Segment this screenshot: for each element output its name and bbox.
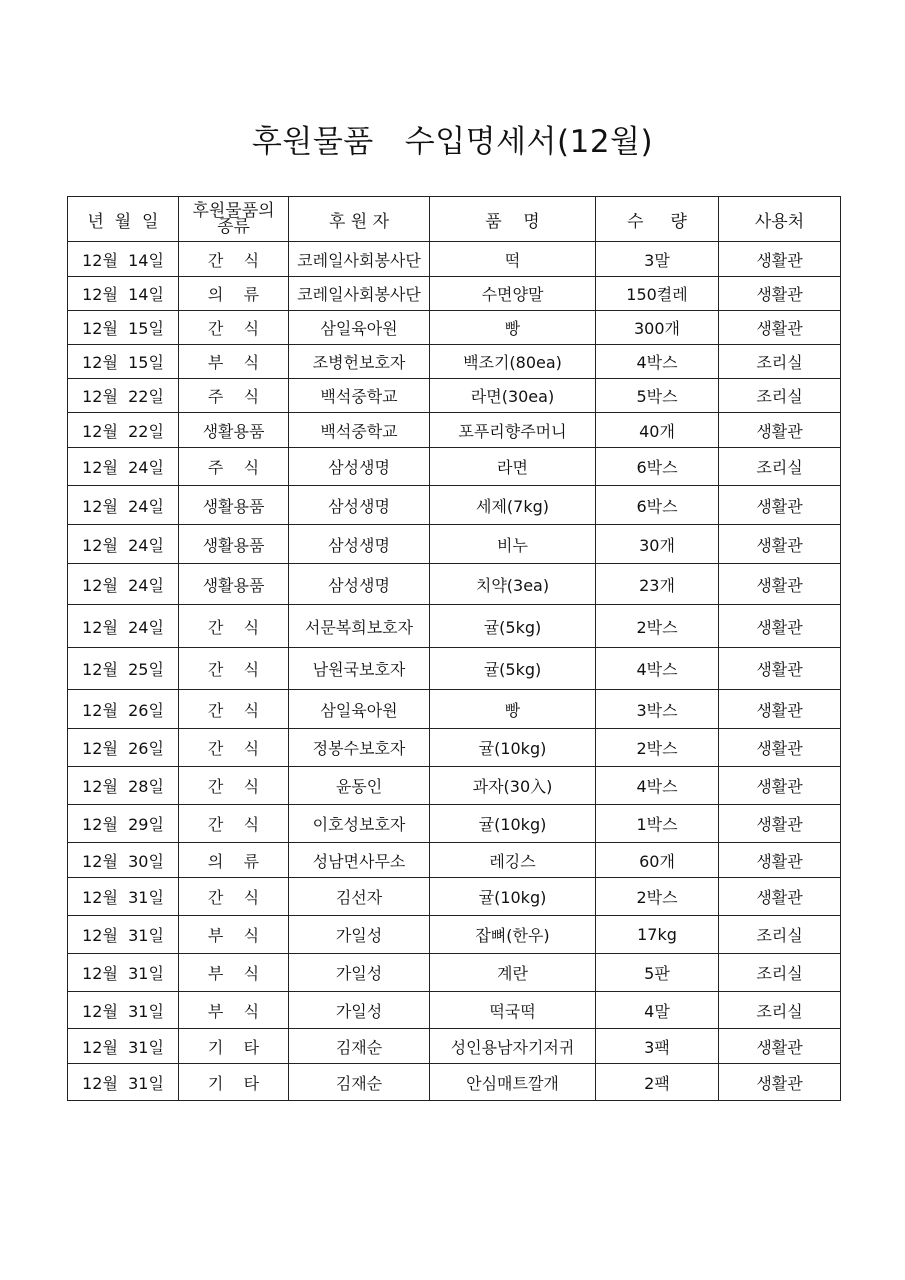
table-row bbox=[68, 992, 841, 1029]
cell-donor: 삼성생명 bbox=[289, 448, 430, 486]
header-qty: 수 량 bbox=[596, 197, 719, 242]
cell-item: 귤(5kg) bbox=[430, 648, 596, 690]
cell-date: 12월 24일 bbox=[68, 564, 179, 605]
table-row bbox=[68, 413, 841, 448]
cell-date: 12월 24일 bbox=[68, 486, 179, 525]
cell-item: 떡 bbox=[430, 242, 596, 277]
cell-kind: 생활용품 bbox=[179, 564, 289, 605]
cell-item: 라면(30ea) bbox=[430, 379, 596, 413]
cell-date: 12월 22일 bbox=[68, 379, 179, 413]
cell-item: 치약(3ea) bbox=[430, 564, 596, 605]
cell-donor: 삼성생명 bbox=[289, 525, 430, 564]
cell-donor: 김재순 bbox=[289, 1064, 430, 1101]
cell-kind: 생활용품 bbox=[179, 413, 289, 448]
cell-use: 생활관 bbox=[719, 277, 841, 311]
cell-donor: 삼성생명 bbox=[289, 564, 430, 605]
cell-use: 생활관 bbox=[719, 648, 841, 690]
cell-date: 12월 31일 bbox=[68, 992, 179, 1029]
header-kind bbox=[179, 197, 289, 242]
cell-date: 12월 31일 bbox=[68, 954, 179, 992]
cell-qty: 3박스 bbox=[596, 690, 719, 729]
table-row bbox=[68, 729, 841, 767]
cell-use: 생활관 bbox=[719, 311, 841, 345]
cell-qty: 4말 bbox=[596, 992, 719, 1029]
cell-item: 귤(10kg) bbox=[430, 729, 596, 767]
table-row bbox=[68, 448, 841, 486]
cell-use: 생활관 bbox=[719, 605, 841, 648]
table-row bbox=[68, 242, 841, 277]
cell-kind: 간 식 bbox=[179, 878, 289, 916]
cell-use: 조리실 bbox=[719, 345, 841, 379]
cell-use: 생활관 bbox=[719, 843, 841, 878]
cell-item: 성인용남자기저귀 bbox=[430, 1029, 596, 1064]
cell-donor: 김재순 bbox=[289, 1029, 430, 1064]
cell-date: 12월 31일 bbox=[68, 1029, 179, 1064]
cell-item: 라면 bbox=[430, 448, 596, 486]
cell-donor: 김선자 bbox=[289, 878, 430, 916]
cell-item: 비누 bbox=[430, 525, 596, 564]
cell-qty: 2박스 bbox=[596, 605, 719, 648]
cell-kind: 기 타 bbox=[179, 1029, 289, 1064]
cell-item: 빵 bbox=[430, 311, 596, 345]
cell-item: 수면양말 bbox=[430, 277, 596, 311]
cell-date: 12월 24일 bbox=[68, 448, 179, 486]
cell-kind: 부 식 bbox=[179, 992, 289, 1029]
cell-qty: 40개 bbox=[596, 413, 719, 448]
cell-item: 빵 bbox=[430, 690, 596, 729]
table-row bbox=[68, 564, 841, 605]
cell-donor: 정봉수보호자 bbox=[289, 729, 430, 767]
cell-item: 과자(30入) bbox=[430, 767, 596, 805]
table-body bbox=[68, 242, 841, 1101]
cell-qty: 6박스 bbox=[596, 448, 719, 486]
cell-use: 생활관 bbox=[719, 878, 841, 916]
cell-donor: 백석중학교 bbox=[289, 413, 430, 448]
cell-donor: 남원국보호자 bbox=[289, 648, 430, 690]
cell-kind: 간 식 bbox=[179, 648, 289, 690]
cell-use: 생활관 bbox=[719, 413, 841, 448]
cell-use: 생활관 bbox=[719, 486, 841, 525]
cell-item: 잡뼈(한우) bbox=[430, 916, 596, 954]
cell-item: 귤(10kg) bbox=[430, 805, 596, 843]
cell-kind: 주 식 bbox=[179, 448, 289, 486]
table-row bbox=[68, 767, 841, 805]
header-use: 사용처 bbox=[719, 197, 841, 242]
cell-kind: 부 식 bbox=[179, 954, 289, 992]
cell-qty: 60개 bbox=[596, 843, 719, 878]
table-row bbox=[68, 690, 841, 729]
cell-date: 12월 28일 bbox=[68, 767, 179, 805]
cell-kind: 간 식 bbox=[179, 805, 289, 843]
cell-donor: 가일성 bbox=[289, 992, 430, 1029]
cell-qty: 23개 bbox=[596, 564, 719, 605]
table-row bbox=[68, 311, 841, 345]
cell-qty: 30개 bbox=[596, 525, 719, 564]
cell-donor: 코레일사회봉사단 bbox=[289, 277, 430, 311]
table-row bbox=[68, 277, 841, 311]
page-title: 후원물품 수입명세서(12월) bbox=[251, 124, 654, 160]
cell-donor: 조병헌보호자 bbox=[289, 345, 430, 379]
cell-donor: 윤동인 bbox=[289, 767, 430, 805]
cell-date: 12월 22일 bbox=[68, 413, 179, 448]
table-row bbox=[68, 486, 841, 525]
cell-use: 조리실 bbox=[719, 954, 841, 992]
cell-donor: 삼일육아원 bbox=[289, 311, 430, 345]
cell-date: 12월 31일 bbox=[68, 916, 179, 954]
cell-use: 생활관 bbox=[719, 525, 841, 564]
cell-use: 조리실 bbox=[719, 916, 841, 954]
cell-qty: 4박스 bbox=[596, 345, 719, 379]
cell-qty: 3말 bbox=[596, 242, 719, 277]
cell-use: 조리실 bbox=[719, 448, 841, 486]
cell-date: 12월 31일 bbox=[68, 1064, 179, 1101]
cell-date: 12월 24일 bbox=[68, 525, 179, 564]
cell-date: 12월 14일 bbox=[68, 242, 179, 277]
table-row bbox=[68, 605, 841, 648]
cell-donor: 이호성보호자 bbox=[289, 805, 430, 843]
cell-qty: 2박스 bbox=[596, 729, 719, 767]
table-row bbox=[68, 954, 841, 992]
header-date: 년 월 일 bbox=[68, 197, 179, 242]
cell-kind: 간 식 bbox=[179, 767, 289, 805]
cell-qty: 2팩 bbox=[596, 1064, 719, 1101]
cell-use: 생활관 bbox=[719, 690, 841, 729]
cell-kind: 생활용품 bbox=[179, 525, 289, 564]
cell-kind: 간 식 bbox=[179, 605, 289, 648]
cell-qty: 1박스 bbox=[596, 805, 719, 843]
cell-qty: 5판 bbox=[596, 954, 719, 992]
cell-qty: 5박스 bbox=[596, 379, 719, 413]
cell-donor: 서문복희보호자 bbox=[289, 605, 430, 648]
cell-use: 생활관 bbox=[719, 805, 841, 843]
cell-item: 떡국떡 bbox=[430, 992, 596, 1029]
cell-qty: 150켤레 bbox=[596, 277, 719, 311]
cell-qty: 2박스 bbox=[596, 878, 719, 916]
cell-kind: 의 류 bbox=[179, 843, 289, 878]
table-row bbox=[68, 878, 841, 916]
cell-item: 백조기(80ea) bbox=[430, 345, 596, 379]
cell-date: 12월 29일 bbox=[68, 805, 179, 843]
cell-kind: 의 류 bbox=[179, 277, 289, 311]
cell-use: 생활관 bbox=[719, 242, 841, 277]
table-row bbox=[68, 379, 841, 413]
table-row bbox=[68, 843, 841, 878]
table-row bbox=[68, 1064, 841, 1101]
cell-use: 생활관 bbox=[719, 1029, 841, 1064]
cell-date: 12월 15일 bbox=[68, 345, 179, 379]
cell-kind: 간 식 bbox=[179, 242, 289, 277]
cell-donor: 성남면사무소 bbox=[289, 843, 430, 878]
cell-donor: 백석중학교 bbox=[289, 379, 430, 413]
cell-date: 12월 26일 bbox=[68, 729, 179, 767]
cell-item: 레깅스 bbox=[430, 843, 596, 878]
table-row bbox=[68, 805, 841, 843]
cell-item: 계란 bbox=[430, 954, 596, 992]
cell-donor: 가일성 bbox=[289, 954, 430, 992]
cell-donor: 코레일사회봉사단 bbox=[289, 242, 430, 277]
cell-item: 포푸리향주머니 bbox=[430, 413, 596, 448]
cell-qty: 17kg bbox=[596, 916, 719, 954]
cell-kind: 부 식 bbox=[179, 345, 289, 379]
cell-date: 12월 24일 bbox=[68, 605, 179, 648]
table-row bbox=[68, 525, 841, 564]
cell-use: 생활관 bbox=[719, 767, 841, 805]
cell-date: 12월 26일 bbox=[68, 690, 179, 729]
header-row bbox=[68, 197, 841, 242]
cell-kind: 생활용품 bbox=[179, 486, 289, 525]
table-row bbox=[68, 345, 841, 379]
table-row bbox=[68, 1029, 841, 1064]
cell-qty: 4박스 bbox=[596, 767, 719, 805]
header-item: 품 명 bbox=[430, 197, 596, 242]
cell-date: 12월 15일 bbox=[68, 311, 179, 345]
cell-donor: 가일성 bbox=[289, 916, 430, 954]
cell-kind: 간 식 bbox=[179, 311, 289, 345]
header-kind-line2: 종류 bbox=[217, 217, 250, 237]
cell-qty: 4박스 bbox=[596, 648, 719, 690]
cell-date: 12월 31일 bbox=[68, 878, 179, 916]
header-donor: 후 원 자 bbox=[289, 197, 430, 242]
cell-kind: 주 식 bbox=[179, 379, 289, 413]
cell-qty: 6박스 bbox=[596, 486, 719, 525]
cell-donor: 삼성생명 bbox=[289, 486, 430, 525]
donation-table bbox=[67, 196, 841, 1101]
cell-qty: 3팩 bbox=[596, 1029, 719, 1064]
table-row bbox=[68, 916, 841, 954]
cell-date: 12월 14일 bbox=[68, 277, 179, 311]
cell-use: 생활관 bbox=[719, 729, 841, 767]
cell-item: 귤(10kg) bbox=[430, 878, 596, 916]
cell-kind: 간 식 bbox=[179, 729, 289, 767]
cell-use: 조리실 bbox=[719, 992, 841, 1029]
cell-item: 세제(7kg) bbox=[430, 486, 596, 525]
cell-qty: 300개 bbox=[596, 311, 719, 345]
cell-use: 조리실 bbox=[719, 379, 841, 413]
cell-use: 생활관 bbox=[719, 564, 841, 605]
cell-kind: 기 타 bbox=[179, 1064, 289, 1101]
cell-use: 생활관 bbox=[719, 1064, 841, 1101]
cell-kind: 간 식 bbox=[179, 690, 289, 729]
cell-item: 안심매트깔개 bbox=[430, 1064, 596, 1101]
cell-donor: 삼일육아원 bbox=[289, 690, 430, 729]
table-row bbox=[68, 648, 841, 690]
cell-item: 귤(5kg) bbox=[430, 605, 596, 648]
cell-kind: 부 식 bbox=[179, 916, 289, 954]
cell-date: 12월 25일 bbox=[68, 648, 179, 690]
cell-date: 12월 30일 bbox=[68, 843, 179, 878]
header-kind-line1: 후원물품의 bbox=[192, 201, 275, 221]
